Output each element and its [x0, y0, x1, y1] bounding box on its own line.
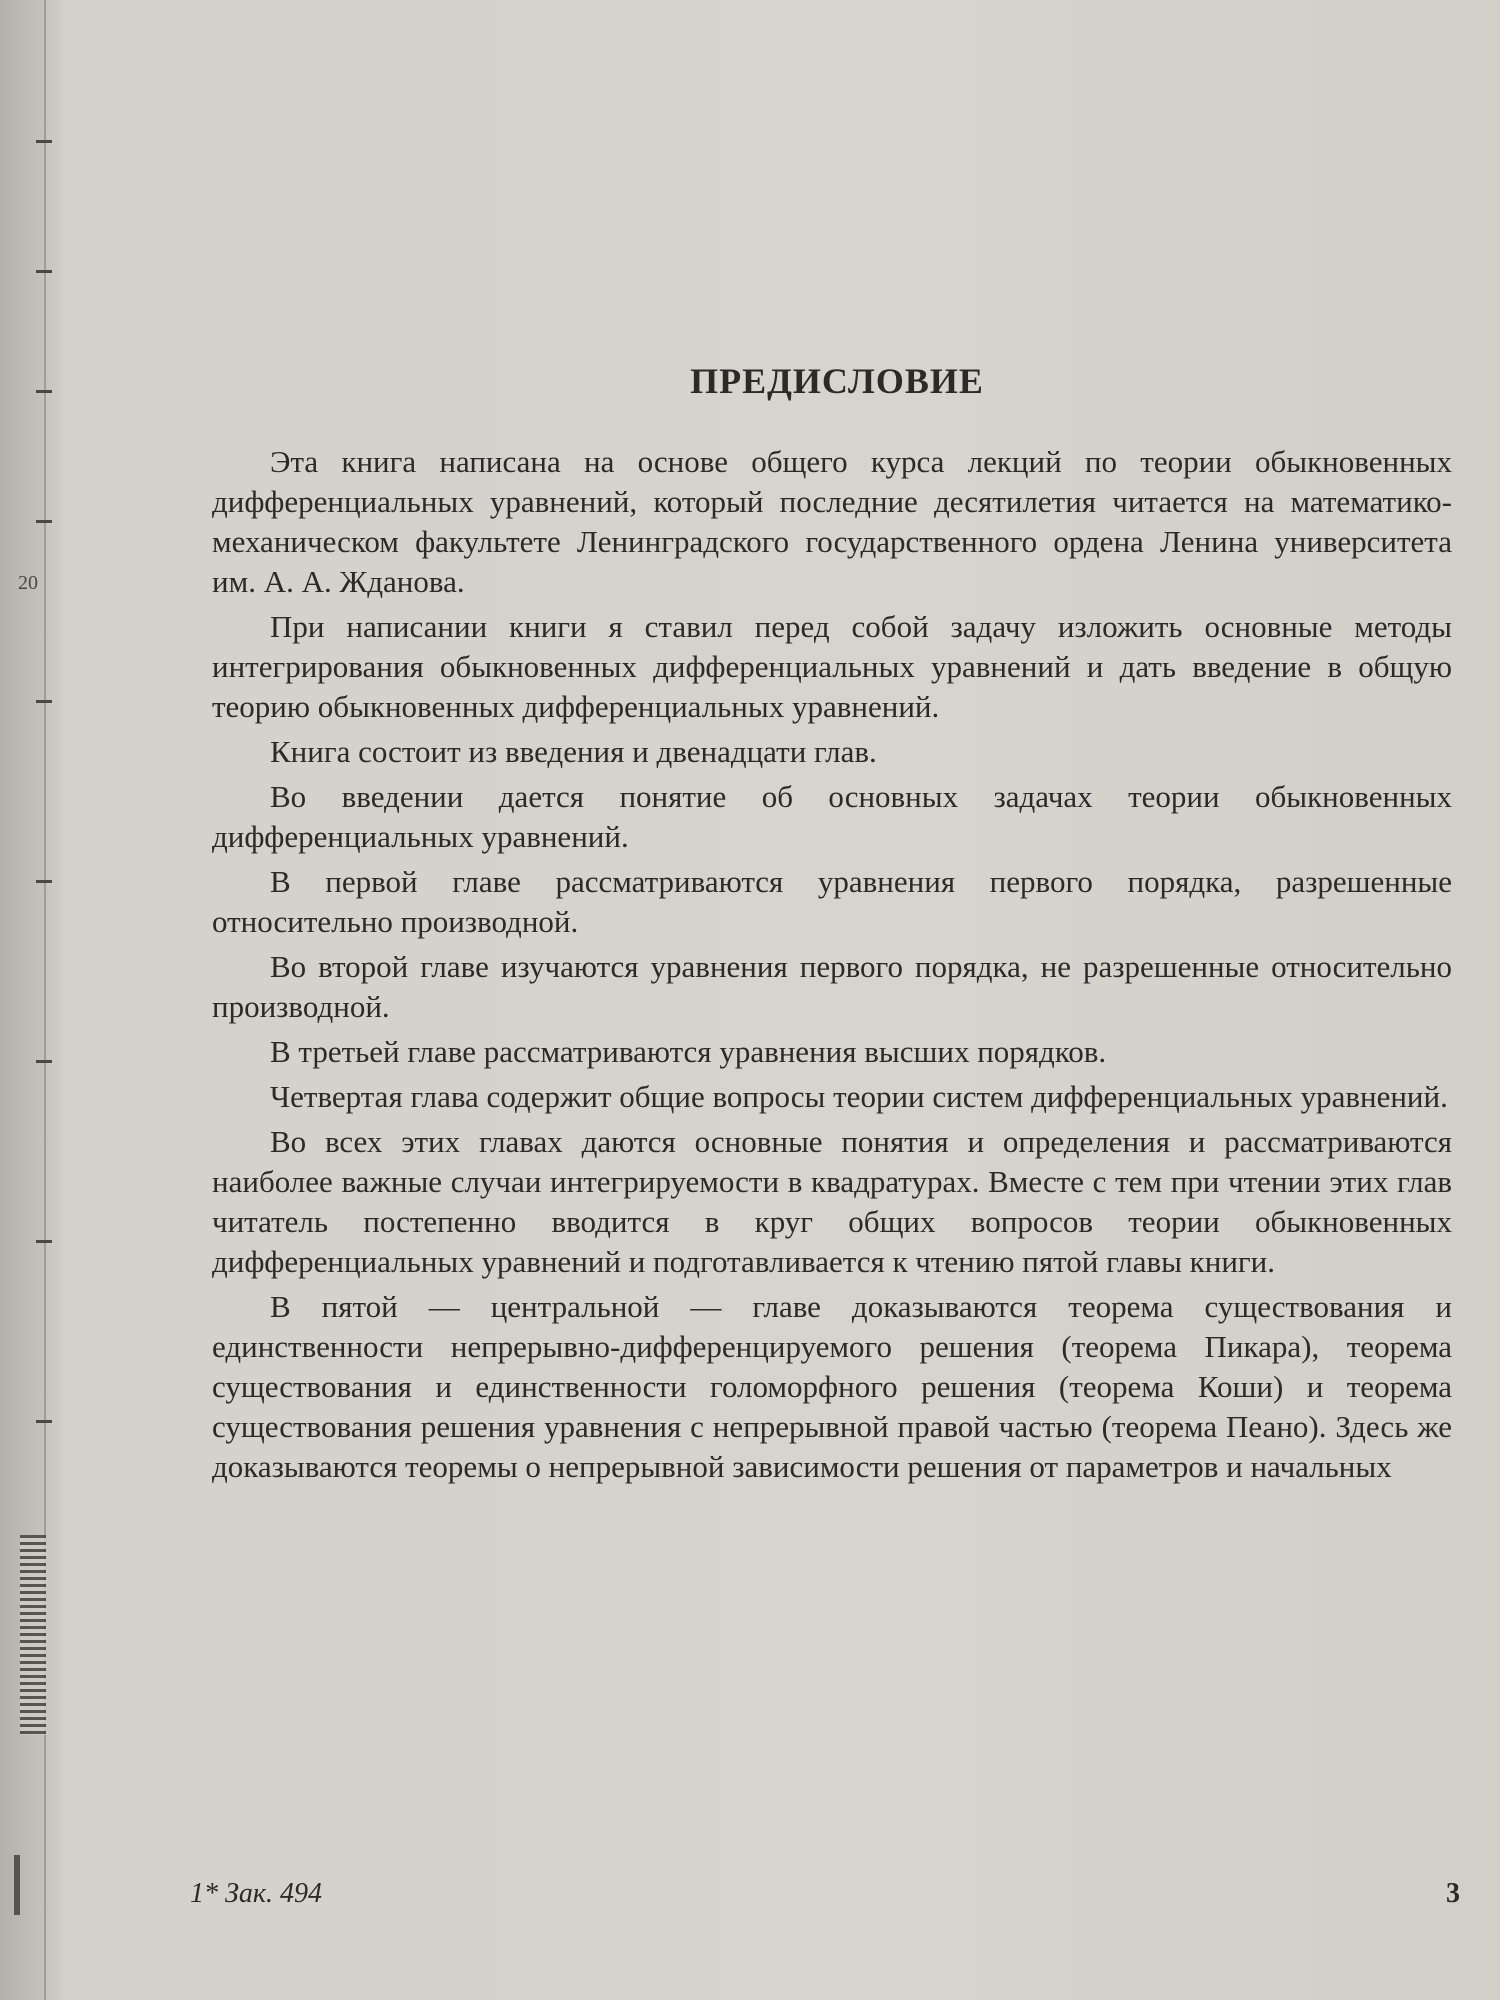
edge-mark: [14, 1855, 20, 1915]
print-order-mark: 1* Зак. 494: [190, 1878, 322, 1909]
binding-thread-block: [20, 1535, 46, 1735]
binding-stitch: [36, 1240, 52, 1243]
page-content: [212, 360, 1452, 1492]
paragraph: Во второй главе изучаются уравнения первого порядка, не разрешенные относительно производной.: [212, 949, 1452, 1024]
binding-stitch: [36, 700, 52, 703]
binding-stitch: [36, 270, 52, 273]
paragraph: При написании книги я ставил перед собой задачу изложить основные методы интегрирования обыкновенных дифференциальных уравнений и дать введение в общую теорию обыкновенных дифференциальных уравнений.: [212, 609, 1452, 724]
page-title: ПРЕДИСЛОВИЕ: [690, 361, 984, 401]
binding-stitch: [36, 1060, 52, 1063]
binding-stitch: [36, 390, 52, 393]
paragraph: Во всех этих главах даются основные понятия и определения и рассматриваются наиболее важные случаи интегрируемости в квадратурах. Вместе с тем при чтении этих глав читатель постепенно вводится в круг общих вопросов теории обыкновенных дифференциальных уравнений и подготавливается к чтению пятой главы книги.: [212, 1124, 1452, 1279]
paragraph: В пятой — центральной — главе доказываются теорема существования и единственности непрерывно-дифференцируемого решения (теорема Пикара), теорема существования и единственности голоморфного решения (теорема Коши) и теорема существования решения уравнения с непрерывной правой частью (теорема Пеано). Здесь же доказываются теоремы о непрерывной зависимости решения от параметров и начальных: [212, 1289, 1452, 1484]
paragraph: В третьей главе рассматриваются уравнения высших порядков.: [270, 1034, 1107, 1069]
paragraph: Во введении дается понятие об основных задачах теории обыкновенных дифференциальных уравнений.: [212, 779, 1452, 854]
paragraph: Книга состоит из введения и двенадцати глав.: [270, 734, 877, 769]
margin-number: 20: [18, 572, 38, 594]
paragraph: В первой главе рассматриваются уравнения первого порядка, разрешенные относительно производной.: [212, 864, 1452, 939]
page-number: 3: [1446, 1878, 1460, 1909]
binding-stitch: [36, 140, 52, 143]
binding-stitch: [36, 1420, 52, 1423]
paragraph: Четвертая глава содержит общие вопросы теории систем дифференциальных уравнений.: [270, 1079, 1448, 1114]
paragraph: Эта книга написана на основе общего курса лекций по теории обыкновенных дифференциальных уравнений, который последние десятилетия читается на математико-механическом факультете Ленинградского государственного ордена Ленина университета им. А. А. Жданова.: [212, 444, 1452, 599]
binding-stitch: [36, 880, 52, 883]
binding-stitch: [36, 520, 52, 523]
